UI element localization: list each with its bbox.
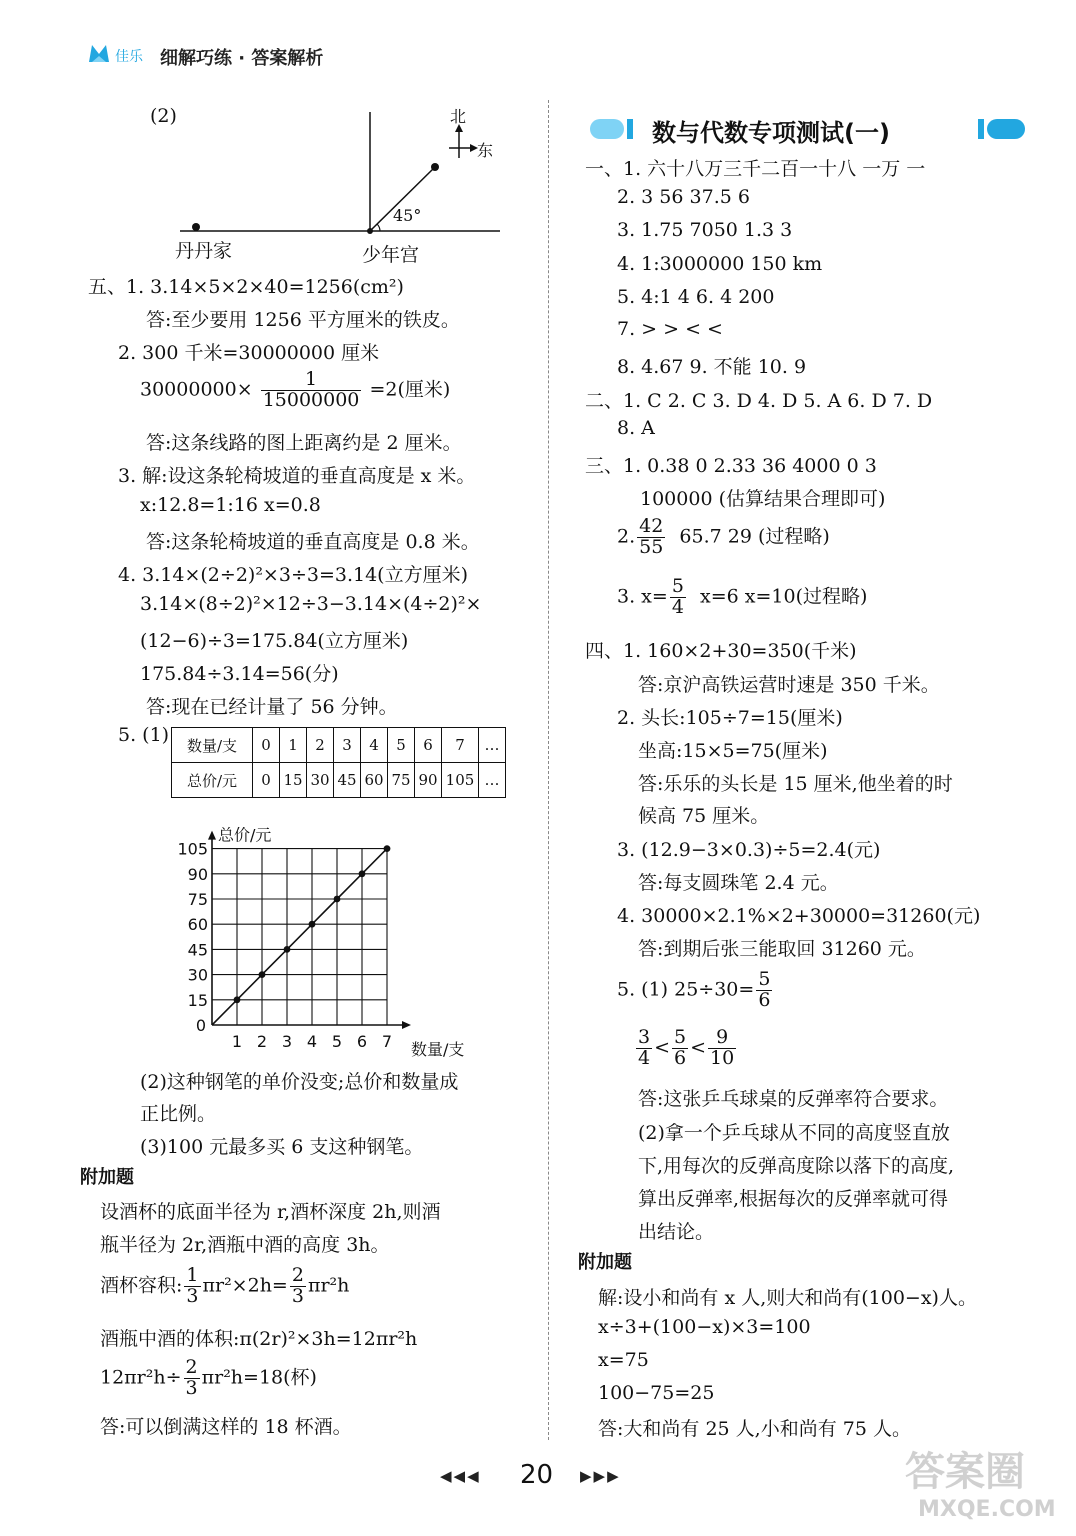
- point-youth-palace: [367, 228, 373, 234]
- header-brand: 佳乐: [115, 49, 143, 65]
- r-s4-l7: 3. (12.9−3×0.3)÷5=2.4(元): [617, 839, 881, 861]
- right-bonus-l4: 100−75=25: [598, 1382, 715, 1404]
- frac-num: 1: [186, 1264, 199, 1286]
- right-bonus-title: 附加题: [578, 1252, 632, 1273]
- data-point: [334, 896, 341, 903]
- fraction-5-6: [756, 970, 772, 1011]
- q5-3: (3)100 元最多买 6 支这种钢笔。: [140, 1136, 424, 1158]
- x-tick-label: 7: [381, 1032, 393, 1051]
- data-point: [259, 971, 266, 978]
- r-s1-l1: 一、1. 六十八万三千二百一十八 一万 一: [585, 158, 926, 180]
- frac-den: 4: [638, 1046, 651, 1069]
- right-bonus-l1: 解:设小和尚有 x 人,则大和尚有(100−x)人。: [598, 1287, 977, 1309]
- fraction-one-third: [184, 1266, 200, 1307]
- price-line-chart: [170, 820, 500, 1060]
- r-s3-l1: 三、1. 0.38 0 2.33 36 4000 0 3: [585, 455, 877, 477]
- left-bonus-l1: 设酒杯的底面半径为 r,酒杯深度 2h,则酒: [100, 1201, 441, 1223]
- map-place-b: 少年宫: [362, 244, 420, 266]
- left-bonus-l4: 酒瓶中酒的体积:π(2r)²×3h=12πr²h: [100, 1328, 418, 1350]
- data-point: [384, 845, 391, 852]
- s5-q2b-pre: 30000000×: [140, 378, 253, 401]
- frac-den: 3: [291, 1284, 304, 1307]
- price-table: [171, 727, 506, 798]
- price-table-row-total: [172, 763, 506, 798]
- q5-2a: (2)这种钢笔的单价没变;总价和数量成: [140, 1071, 459, 1093]
- s5-q5-label: 5. (1): [118, 724, 170, 746]
- r-s4-l14: 下,用每次的反弹高度除以落下的高度,: [638, 1155, 955, 1177]
- map-place-a: 丹丹家: [175, 240, 233, 262]
- map-angle-label: 45°: [393, 206, 422, 225]
- table-cell: 6: [415, 728, 442, 763]
- column-divider: [548, 100, 549, 1440]
- table-cell: 15: [280, 763, 307, 798]
- frac-den: 10: [710, 1046, 735, 1069]
- r-s3-l4-pre: 3. x=: [617, 585, 668, 608]
- chart-labels: [177, 826, 464, 1059]
- right-bonus-l3: x=75: [598, 1349, 649, 1371]
- r-s1-l3: 3. 1.75 7050 1.3 3: [617, 219, 793, 241]
- fraction-3-4: [636, 1028, 652, 1069]
- less-than-sign: <: [690, 1036, 707, 1059]
- r-s4-l10: 答:到期后张三能取回 31260 元。: [638, 938, 926, 960]
- fraction-two-thirds: [290, 1266, 306, 1307]
- table-cell: 0: [253, 763, 280, 798]
- table-cell: …: [479, 728, 506, 763]
- r-s4-l9: 4. 30000×2.1%×2+30000=31260(元): [617, 905, 981, 927]
- s5-q4a: 4. 3.14×(2÷2)²×3÷3=3.14(立方厘米): [118, 564, 468, 586]
- angle-arc: [377, 224, 380, 231]
- s5-q4d: 175.84÷3.14=56(分): [140, 663, 339, 685]
- table-cell: 105: [442, 763, 479, 798]
- prev-page-icon[interactable]: ◀◀◀: [440, 1467, 481, 1485]
- x-tick-label: 5: [331, 1032, 343, 1051]
- s5-q4e: 答:现在已经计量了 56 分钟。: [146, 696, 398, 718]
- watermark-logo: 答案圈: [905, 1449, 1025, 1495]
- point-dandan-home: [192, 223, 200, 231]
- left-bonus-l6: 答:可以倒满这样的 18 杯酒。: [100, 1416, 352, 1438]
- r-s4-l11-pre: 5. (1) 25÷30=: [617, 978, 755, 1001]
- x-tick-label: 6: [356, 1032, 368, 1051]
- table-cell: 5: [388, 728, 415, 763]
- r-s3-l3: [617, 517, 830, 558]
- r-s1-l4: 4. 1:3000000 150 km: [617, 253, 823, 275]
- left-bonus-l5: [100, 1358, 317, 1399]
- r-s2-l1: 二、1. C 2. C 3. D 4. D 5. A 6. D 7. D: [585, 390, 933, 412]
- r-s4-compare: [634, 1028, 738, 1069]
- x-tick-label: 3: [281, 1032, 293, 1051]
- frac-num: 5: [674, 1026, 687, 1048]
- r-s3-l2: 100000 (估算结果合理即可): [640, 488, 886, 510]
- y-tick-label: 105: [177, 839, 208, 859]
- frac-den: 15000000: [262, 388, 360, 411]
- y-tick-label: 30: [187, 965, 208, 985]
- r-s3-l3-post: 65.7 29 (过程略): [679, 525, 830, 548]
- r-s4-l5: 答:乐乐的头长是 15 厘米,他坐着的时: [638, 773, 953, 795]
- table-cell: 75: [388, 763, 415, 798]
- frac-den: 6: [674, 1046, 687, 1069]
- fraction-5-4: [670, 577, 686, 618]
- r-s1-l2: 2. 3 56 37.5 6: [617, 186, 750, 208]
- s5-q3c: 答:这条轮椅坡道的垂直高度是 0.8 米。: [146, 531, 480, 553]
- table-cell: 60: [361, 763, 388, 798]
- table-cell: 3: [334, 728, 361, 763]
- frac-num: 2: [291, 1264, 304, 1286]
- fraction-42-55: [637, 517, 665, 558]
- section-banner-right-icon: [978, 118, 1026, 140]
- table-cell: 90: [415, 763, 442, 798]
- table-cell: 7: [442, 728, 479, 763]
- r-s4-l12: 答:这张乒乓球桌的反弹率符合要求。: [638, 1088, 949, 1110]
- s5-q2b: [140, 370, 450, 411]
- fraction-two-thirds: [184, 1358, 200, 1399]
- x-tick-label: 2: [256, 1032, 268, 1051]
- next-page-icon[interactable]: ▶▶▶: [580, 1467, 621, 1485]
- q2-label: (2): [150, 105, 177, 127]
- y-axis-arrow-icon: [208, 831, 216, 840]
- header-logo-icon: [88, 42, 110, 64]
- table-cell: 1: [280, 728, 307, 763]
- chart-series: [212, 845, 390, 1025]
- price-table-row-quantity: [172, 728, 506, 763]
- r-s4-l11: [617, 970, 774, 1011]
- s5-q2b-post: =2(厘米): [369, 378, 451, 401]
- data-point: [234, 996, 241, 1003]
- compass-east-label: 东: [477, 141, 494, 160]
- point-destination: [431, 163, 439, 171]
- r-s4-l3: 2. 头长:105÷7=15(厘米): [617, 707, 843, 729]
- frac-num: 2: [185, 1356, 198, 1378]
- r-s4-l8: 答:每支圆珠笔 2.4 元。: [638, 872, 839, 894]
- s5-q4c: (12−6)÷3=175.84(立方厘米): [140, 630, 409, 652]
- r-s4-l13: (2)拿一个乒乓球从不同的高度竖直放: [638, 1122, 950, 1144]
- table-cell: 45: [334, 763, 361, 798]
- bonus-l3-mid: πr²×2h=: [202, 1274, 288, 1297]
- x-tick-label: 1: [231, 1032, 243, 1051]
- fraction-scale: [261, 370, 362, 411]
- table-cell: 总价/元: [172, 763, 253, 798]
- r-s4-l1: 四、1. 160×2+30=350(千米): [585, 640, 857, 662]
- frac-den: 4: [671, 595, 684, 618]
- frac-den: 55: [639, 535, 664, 558]
- frac-den: 6: [758, 988, 771, 1011]
- r-s1-l6: 7. > > < <: [617, 318, 723, 340]
- s5-q2a: 2. 300 千米=30000000 厘米: [118, 342, 380, 364]
- x-axis-label: 数量/支: [411, 1040, 465, 1059]
- table-cell: 数量/支: [172, 728, 253, 763]
- r-s3-l4-post: x=6 x=10(过程略): [700, 585, 868, 608]
- left-bonus-title: 附加题: [80, 1167, 134, 1188]
- y-tick-label: 90: [187, 864, 208, 884]
- s5-q4b: 3.14×(8÷2)²×12÷3−3.14×(4÷2)²×: [140, 593, 482, 615]
- watermark-url: MXQE.COM: [918, 1497, 1056, 1522]
- y-tick-label: 45: [187, 940, 208, 960]
- y-tick-label: 15: [187, 990, 208, 1010]
- frac-num: 42: [639, 515, 664, 537]
- bonus-l3-post: πr²h: [307, 1274, 350, 1297]
- origin-label: 0: [195, 1016, 206, 1035]
- bonus-l5-pre: 12πr²h÷: [100, 1366, 182, 1389]
- right-bonus-l2: x÷3+(100−x)×3=100: [598, 1316, 811, 1338]
- data-point: [284, 946, 291, 953]
- r-s3-l4: [617, 577, 867, 618]
- r-s3-l3-pre: 2.: [617, 525, 636, 548]
- r-s1-l7: 8. 4.67 9. 不能 10. 9: [617, 356, 807, 378]
- s5-q1a: 五、1. 3.14×5×2×40=1256(cm²): [88, 276, 404, 298]
- frac-num: 5: [671, 575, 684, 597]
- data-point: [359, 870, 366, 877]
- frac-num: 1: [261, 370, 362, 391]
- frac-num: 5: [758, 968, 771, 990]
- header-title: 细解巧练 · 答案解析: [160, 48, 324, 69]
- fraction-9-10: [708, 1028, 736, 1069]
- s5-q3b: x:12.8=1:16 x=0.8: [140, 494, 321, 516]
- y-axis-label: 总价/元: [218, 825, 272, 845]
- table-cell: 30: [307, 763, 334, 798]
- frac-den: 3: [186, 1284, 199, 1307]
- q5-2b: 正比例。: [140, 1103, 217, 1125]
- table-cell: 0: [253, 728, 280, 763]
- y-tick-label: 75: [187, 890, 208, 909]
- s5-q3a: 3. 解:设这条轮椅坡道的垂直高度是 x 米。: [118, 465, 476, 487]
- section-title: 数与代数专项测试(一): [652, 119, 890, 147]
- r-s4-l2: 答:京沪高铁运营时速是 350 千米。: [638, 674, 940, 696]
- table-cell: …: [479, 763, 506, 798]
- r-s2-l2: 8. A: [617, 417, 655, 439]
- page-number: 20: [520, 1460, 554, 1490]
- table-cell: 2: [307, 728, 334, 763]
- right-bonus-l5: 答:大和尚有 25 人,小和尚有 75 人。: [598, 1418, 911, 1440]
- s5-q1b: 答:至少要用 1256 平方厘米的铁皮。: [146, 309, 460, 331]
- x-axis-arrow-icon: [402, 1021, 411, 1029]
- frac-den: 3: [185, 1376, 198, 1399]
- data-point: [309, 921, 316, 928]
- r-s1-l5: 5. 4:1 4 6. 4 200: [617, 286, 775, 308]
- r-s4-l16: 出结论。: [638, 1221, 715, 1243]
- fraction-5-6: [672, 1028, 688, 1069]
- r-s4-l4: 坐高:15×5=75(厘米): [638, 740, 828, 762]
- left-bonus-l3: [100, 1266, 349, 1307]
- section-banner-left-icon: [590, 118, 634, 140]
- bonus-l5-post: πr²h=18(杯): [201, 1366, 317, 1389]
- x-tick-label: 4: [306, 1032, 318, 1051]
- left-bonus-l2: 瓶半径为 2r,酒瓶中酒的高度 3h。: [100, 1234, 390, 1256]
- r-s4-l15: 算出反弹率,根据每次的反弹率就可得: [638, 1188, 949, 1210]
- bonus-l3-pre: 酒杯容积:: [100, 1274, 183, 1297]
- compass-north-label: 北: [450, 107, 467, 126]
- table-cell: 4: [361, 728, 388, 763]
- y-tick-label: 60: [187, 915, 208, 935]
- frac-num: 9: [708, 1028, 736, 1049]
- s5-q2c: 答:这条线路的图上距离约是 2 厘米。: [146, 432, 462, 454]
- less-than-sign: <: [654, 1036, 671, 1059]
- r-s4-l6: 候高 75 厘米。: [638, 805, 770, 827]
- frac-num: 3: [638, 1026, 651, 1048]
